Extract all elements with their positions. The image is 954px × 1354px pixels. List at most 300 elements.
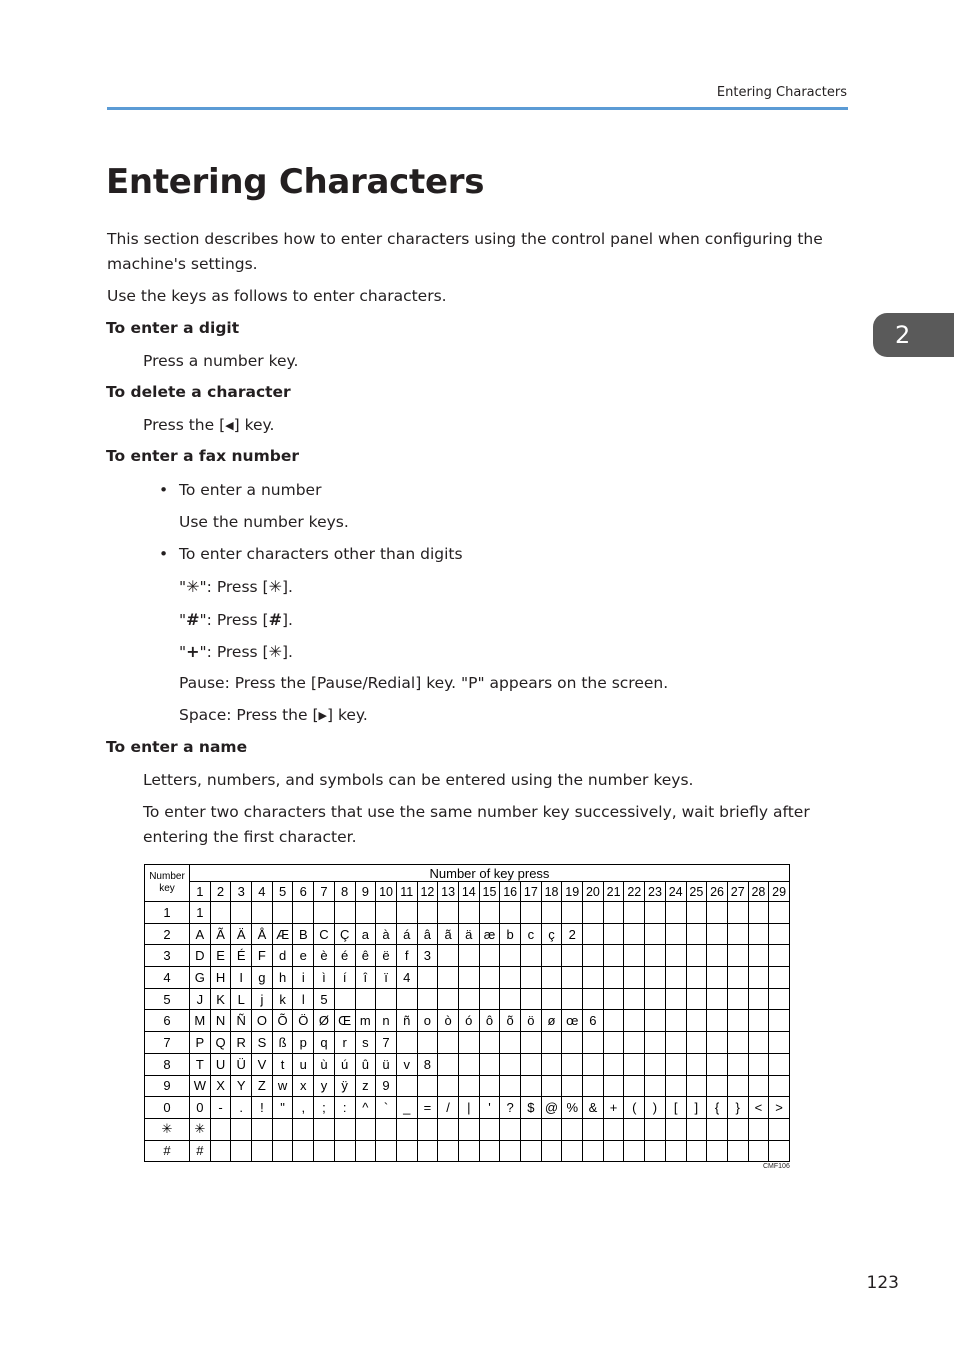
char-cell (458, 988, 479, 1010)
char-cell (727, 1053, 748, 1075)
char-cell: S (252, 1032, 273, 1054)
char-cell (686, 988, 707, 1010)
char-cell (417, 1118, 438, 1140)
char-cell: ô (479, 1010, 500, 1032)
char-cell: n (376, 1010, 397, 1032)
char-cell: | (458, 1097, 479, 1119)
char-cell (562, 902, 583, 924)
char-cell (541, 1140, 562, 1162)
char-cell: R (231, 1032, 252, 1054)
char-cell (603, 1053, 624, 1075)
char-cell: Q (210, 1032, 231, 1054)
char-cell: ! (252, 1097, 273, 1119)
char-cell: 2 (562, 923, 583, 945)
char-cell: b (500, 923, 521, 945)
char-cell (665, 1010, 686, 1032)
char-cell (603, 1010, 624, 1032)
table-row (145, 988, 790, 1010)
char-cell (562, 1118, 583, 1140)
press-number-cell: 28 (748, 882, 769, 902)
char-cell: P (190, 1032, 211, 1054)
star-icon: ✳ (268, 577, 282, 596)
key-cell: ✳ (145, 1118, 190, 1140)
char-cell (707, 1010, 728, 1032)
char-cell (624, 945, 645, 967)
char-cell (686, 1010, 707, 1032)
fax-bullet-1-text: Use the number keys. (179, 513, 349, 531)
char-cell: ñ (396, 1010, 417, 1032)
char-cell: f (396, 945, 417, 967)
char-cell (521, 1118, 542, 1140)
char-cell (707, 988, 728, 1010)
header-rule (107, 107, 848, 110)
hash-icon: # (268, 610, 282, 629)
corner-label: Number (149, 871, 185, 882)
char-cell: è (314, 945, 335, 967)
char-cell: Ã (210, 923, 231, 945)
char-cell (562, 1075, 583, 1097)
char-cell (583, 1118, 604, 1140)
bullet-icon: • (159, 481, 169, 499)
char-cell (727, 1010, 748, 1032)
key-press-table (144, 864, 790, 1162)
char-cell: C (314, 923, 335, 945)
star-line (179, 574, 293, 600)
char-cell: i (293, 967, 314, 989)
key-cell: 1 (145, 902, 190, 924)
char-cell (686, 1118, 707, 1140)
char-cell (769, 945, 790, 967)
press-number-cell: 27 (727, 882, 748, 902)
char-cell: 9 (376, 1075, 397, 1097)
char-cell: Õ (272, 1010, 293, 1032)
char-cell (500, 988, 521, 1010)
space-line-end: ] key. (326, 706, 368, 724)
char-cell (624, 967, 645, 989)
char-cell (748, 902, 769, 924)
char-cell (769, 1010, 790, 1032)
char-cell (500, 1118, 521, 1140)
char-cell (769, 1032, 790, 1054)
char-cell (645, 1032, 666, 1054)
char-cell: q (314, 1032, 335, 1054)
char-cell (438, 945, 459, 967)
press-number-cell: 7 (314, 882, 335, 902)
char-cell: @ (541, 1097, 562, 1119)
char-cell (727, 1140, 748, 1162)
char-cell (500, 967, 521, 989)
char-cell (707, 902, 728, 924)
key-cell: 3 (145, 945, 190, 967)
char-cell: M (190, 1010, 211, 1032)
char-cell (727, 1032, 748, 1054)
char-cell (438, 988, 459, 1010)
char-cell (748, 1075, 769, 1097)
char-cell: ø (541, 1010, 562, 1032)
char-cell: ? (500, 1097, 521, 1119)
char-cell (562, 1053, 583, 1075)
char-cell (562, 967, 583, 989)
char-cell (396, 1140, 417, 1162)
name-paragraph-2: To enter two characters that use the same number key successively, wait briefly after entering the first character. (143, 803, 810, 846)
char-cell (355, 902, 376, 924)
char-cell (727, 923, 748, 945)
char-cell (293, 1118, 314, 1140)
char-cell (334, 1118, 355, 1140)
bracket-end: ]. (282, 643, 293, 661)
char-cell (645, 1010, 666, 1032)
char-cell (686, 1053, 707, 1075)
bracket-end: ]. (282, 578, 293, 596)
char-cell (707, 945, 728, 967)
press-number-cell: 14 (458, 882, 479, 902)
char-cell: ) (645, 1097, 666, 1119)
char-cell: v (396, 1053, 417, 1075)
quote: " (179, 578, 187, 596)
char-cell (645, 902, 666, 924)
char-cell (479, 1053, 500, 1075)
char-cell (458, 1032, 479, 1054)
key-cell: 4 (145, 967, 190, 989)
pause-line: Pause: Press the [Pause/Redial] key. "P" appears on the screen. (179, 674, 669, 692)
press-number-cell: 26 (707, 882, 728, 902)
char-cell (396, 1075, 417, 1097)
press-number-cell: 20 (583, 882, 604, 902)
press-number-cell: 21 (603, 882, 624, 902)
char-cell (252, 1140, 273, 1162)
char-cell: Ñ (231, 1010, 252, 1032)
char-cell: y (314, 1075, 335, 1097)
char-cell: h (272, 967, 293, 989)
char-cell (500, 1032, 521, 1054)
char-cell: c (521, 923, 542, 945)
star-icon: ✳ (268, 642, 282, 661)
char-cell (438, 1118, 459, 1140)
char-cell (748, 923, 769, 945)
char-cell (396, 988, 417, 1010)
char-cell (665, 1032, 686, 1054)
delete-text (143, 413, 274, 438)
char-cell (645, 1053, 666, 1075)
char-cell (479, 1032, 500, 1054)
char-cell (707, 1140, 728, 1162)
char-cell (334, 1140, 355, 1162)
char-cell (665, 902, 686, 924)
char-cell (624, 1010, 645, 1032)
char-cell (521, 1032, 542, 1054)
char-cell (521, 945, 542, 967)
char-cell: < (748, 1097, 769, 1119)
char-cell: H (210, 967, 231, 989)
char-cell: J (190, 988, 211, 1010)
char-cell (769, 967, 790, 989)
char-cell (707, 967, 728, 989)
table-row (145, 945, 790, 967)
char-cell: ^ (355, 1097, 376, 1119)
char-cell (479, 1140, 500, 1162)
char-cell: K (210, 988, 231, 1010)
char-cell: G (190, 967, 211, 989)
char-cell: î (355, 967, 376, 989)
char-cell (645, 967, 666, 989)
char-cell (665, 945, 686, 967)
char-cell (562, 945, 583, 967)
char-cell (665, 1075, 686, 1097)
char-cell (521, 1075, 542, 1097)
char-cell: ÿ (334, 1075, 355, 1097)
press-number-cell: 9 (355, 882, 376, 902)
char-cell (376, 902, 397, 924)
char-cell (583, 923, 604, 945)
quote: " (179, 643, 187, 661)
char-cell: ß (272, 1032, 293, 1054)
char-cell: à (376, 923, 397, 945)
char-cell (562, 1140, 583, 1162)
key-press-table-wrap (144, 864, 790, 1162)
fax-bullet-1: To enter a number (179, 481, 322, 499)
char-cell: á (396, 923, 417, 945)
char-cell (293, 1140, 314, 1162)
char-cell (748, 988, 769, 1010)
char-cell (727, 967, 748, 989)
char-cell (376, 988, 397, 1010)
char-cell: ä (458, 923, 479, 945)
char-cell (645, 923, 666, 945)
char-cell: W (190, 1075, 211, 1097)
char-cell: É (231, 945, 252, 967)
table-row (145, 1053, 790, 1075)
char-cell (624, 988, 645, 1010)
char-cell (541, 967, 562, 989)
char-cell (624, 1140, 645, 1162)
char-cell (748, 945, 769, 967)
char-cell: k (272, 988, 293, 1010)
char-cell (665, 1053, 686, 1075)
char-cell (396, 902, 417, 924)
char-cell: 8 (417, 1053, 438, 1075)
char-cell (521, 1140, 542, 1162)
char-cell (583, 1140, 604, 1162)
char-cell (603, 945, 624, 967)
char-cell: X (210, 1075, 231, 1097)
char-cell: l (293, 988, 314, 1010)
space-line (179, 703, 368, 728)
char-cell: V (252, 1053, 273, 1075)
char-cell: B (293, 923, 314, 945)
digit-text: Press a number key. (143, 352, 299, 370)
char-cell: L (231, 988, 252, 1010)
char-cell: ê (355, 945, 376, 967)
char-cell (210, 1140, 231, 1162)
press-number-cell: 24 (665, 882, 686, 902)
char-cell (769, 902, 790, 924)
delete-heading: To delete a character (106, 383, 291, 401)
char-cell (355, 1118, 376, 1140)
char-cell (438, 1075, 459, 1097)
table-row (145, 1032, 790, 1054)
char-cell (562, 1032, 583, 1054)
key-cell: 2 (145, 923, 190, 945)
char-cell: ü (376, 1053, 397, 1075)
char-cell (438, 1140, 459, 1162)
char-cell: j (252, 988, 273, 1010)
char-cell (665, 923, 686, 945)
char-cell (748, 1118, 769, 1140)
table-row (145, 902, 790, 924)
char-cell: 3 (417, 945, 438, 967)
char-cell (748, 1053, 769, 1075)
char-cell: Œ (334, 1010, 355, 1032)
press-number-cell: 6 (293, 882, 314, 902)
page-title: Entering Characters (106, 162, 485, 202)
char-cell (479, 1118, 500, 1140)
char-cell: Ä (231, 923, 252, 945)
char-cell (541, 1032, 562, 1054)
fax-heading: To enter a fax number (106, 447, 299, 465)
char-cell (479, 902, 500, 924)
char-cell (727, 988, 748, 1010)
space-line-text: Space: Press the [ (179, 706, 319, 724)
char-cell (293, 902, 314, 924)
char-cell (603, 967, 624, 989)
char-cell (624, 923, 645, 945)
char-cell: 1 (190, 902, 211, 924)
char-cell: o (417, 1010, 438, 1032)
char-cell: ã (438, 923, 459, 945)
char-cell: 0 (190, 1097, 211, 1119)
char-cell: A (190, 923, 211, 945)
press-number-cell: 23 (645, 882, 666, 902)
plus-line-text: ": Press [ (199, 643, 269, 661)
char-cell (645, 1075, 666, 1097)
char-cell: # (190, 1140, 211, 1162)
key-cell: 9 (145, 1075, 190, 1097)
char-cell (479, 1075, 500, 1097)
char-cell: > (769, 1097, 790, 1119)
char-cell (334, 988, 355, 1010)
char-cell (686, 945, 707, 967)
bullet-icon: • (159, 545, 169, 563)
char-cell (769, 923, 790, 945)
intro-paragraph-2: Use the keys as follows to enter characters. (107, 287, 447, 305)
char-cell (479, 945, 500, 967)
char-cell (624, 1075, 645, 1097)
char-cell (769, 1053, 790, 1075)
digit-heading: To enter a digit (106, 319, 240, 337)
char-cell (686, 967, 707, 989)
plus-icon: + (186, 642, 200, 661)
char-cell: ù (314, 1053, 335, 1075)
char-cell: I (231, 967, 252, 989)
char-cell (438, 967, 459, 989)
char-cell (355, 1140, 376, 1162)
char-cell (272, 1118, 293, 1140)
char-cell (583, 1075, 604, 1097)
char-cell (231, 1118, 252, 1140)
char-cell: [ (665, 1097, 686, 1119)
char-cell: $ (521, 1097, 542, 1119)
char-cell (603, 1140, 624, 1162)
char-cell (272, 902, 293, 924)
char-cell (458, 1075, 479, 1097)
char-cell (355, 988, 376, 1010)
char-cell (665, 967, 686, 989)
char-cell (252, 1118, 273, 1140)
char-cell: ó (458, 1010, 479, 1032)
delete-text-before: Press the [ (143, 416, 226, 434)
char-cell (500, 1140, 521, 1162)
name-heading: To enter a name (106, 738, 248, 756)
char-cell (500, 1053, 521, 1075)
char-cell: ë (376, 945, 397, 967)
press-number-cell: 3 (231, 882, 252, 902)
char-cell (583, 1032, 604, 1054)
char-cell (521, 988, 542, 1010)
char-cell (686, 902, 707, 924)
char-cell: e (293, 945, 314, 967)
char-cell: d (272, 945, 293, 967)
char-cell (314, 1118, 335, 1140)
char-cell (458, 967, 479, 989)
char-cell: % (562, 1097, 583, 1119)
char-cell: Y (231, 1075, 252, 1097)
press-number-cell: 8 (334, 882, 355, 902)
name-paragraph-1: Letters, numbers, and symbols can be entered using the number keys. (143, 771, 694, 789)
running-head: Entering Characters (716, 85, 847, 100)
char-cell: & (583, 1097, 604, 1119)
char-cell: œ (562, 1010, 583, 1032)
char-cell: Ü (231, 1053, 252, 1075)
char-cell: Ç (334, 923, 355, 945)
char-cell: T (190, 1053, 211, 1075)
press-number-cell: 13 (438, 882, 459, 902)
char-cell: â (417, 923, 438, 945)
char-cell (583, 1053, 604, 1075)
press-number-cell: 22 (624, 882, 645, 902)
char-cell (603, 1118, 624, 1140)
char-cell: / (438, 1097, 459, 1119)
char-cell (748, 967, 769, 989)
char-cell (665, 1140, 686, 1162)
table-row (145, 1075, 790, 1097)
char-cell: z (355, 1075, 376, 1097)
char-cell: E (210, 945, 231, 967)
char-cell (727, 1075, 748, 1097)
char-cell (583, 988, 604, 1010)
char-cell: s (355, 1032, 376, 1054)
char-cell (541, 902, 562, 924)
char-cell (727, 945, 748, 967)
char-cell (686, 1140, 707, 1162)
char-cell: F (252, 945, 273, 967)
char-cell (458, 1118, 479, 1140)
char-cell (624, 902, 645, 924)
char-cell (624, 1118, 645, 1140)
char-cell (458, 1053, 479, 1075)
char-cell: _ (396, 1097, 417, 1119)
table-row (145, 1118, 790, 1140)
char-cell: 6 (583, 1010, 604, 1032)
char-cell (521, 967, 542, 989)
key-cell: 6 (145, 1010, 190, 1032)
char-cell (748, 1140, 769, 1162)
char-cell (376, 1140, 397, 1162)
star-icon: ✳ (186, 577, 200, 596)
char-cell (727, 1118, 748, 1140)
char-cell (541, 988, 562, 1010)
key-cell: 0 (145, 1097, 190, 1119)
press-number-cell: 2 (210, 882, 231, 902)
